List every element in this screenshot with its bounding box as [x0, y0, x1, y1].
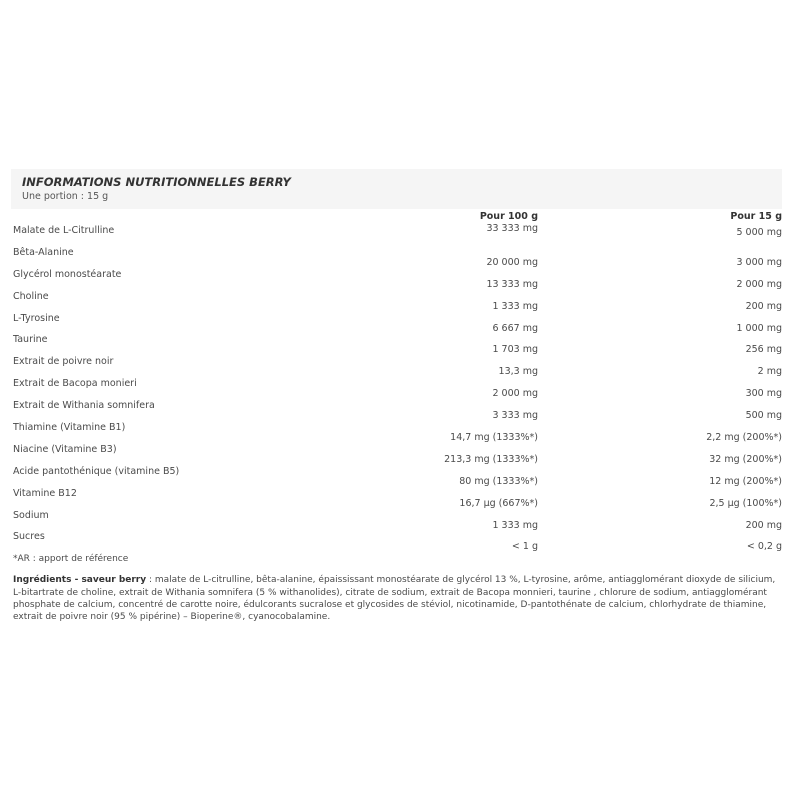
value-per-15g: 2 mg [757, 366, 782, 378]
nutrient-label: Extrait de Bacopa monieri [13, 378, 137, 390]
value-per-15g: 32 mg (200%*) [709, 453, 782, 465]
value-per-100g: 33 333 mg [486, 223, 538, 234]
value-per-100g: 16,7 µg (667%*) [459, 497, 538, 509]
table-row [11, 421, 782, 443]
table-row [11, 355, 782, 377]
value-per-100g: 1 333 mg [492, 519, 538, 531]
table-row [11, 443, 782, 465]
column-header-per-15g: Pour 15 g [730, 211, 782, 222]
value-per-100g: 6 667 mg [492, 322, 538, 334]
table-row [11, 487, 782, 509]
value-per-100g: 13,3 mg [498, 366, 538, 378]
value-per-100g: 20 000 mg [486, 256, 538, 268]
nutrient-label: Vitamine B12 [13, 487, 77, 499]
nutrient-label: Extrait de poivre noir [13, 356, 114, 368]
value-per-15g: 1 000 mg [736, 322, 782, 334]
table-row [11, 290, 782, 312]
nutrition-panel [11, 169, 782, 623]
value-per-100g: 1 333 mg [492, 300, 538, 312]
nutrient-label: Sodium [13, 509, 49, 521]
column-header-per-100g: Pour 100 g [479, 211, 538, 222]
value-per-100g: 1 703 mg [492, 344, 538, 356]
value-per-15g: 5 000 mg [736, 227, 782, 238]
value-per-100g: < 1 g [511, 541, 538, 553]
value-per-100g: 2 000 mg [492, 388, 538, 400]
nutrient-label: Niacine (Vitamine B3) [13, 443, 117, 455]
value-per-15g: 200 mg [745, 519, 782, 531]
table-row [11, 509, 782, 531]
value-per-15g: 12 mg (200%*) [709, 475, 782, 487]
portion-size: Une portion : 15 g [22, 191, 109, 202]
nutrition-title: INFORMATIONS NUTRITIONNELLES BERRY [22, 175, 291, 189]
value-per-100g: 3 333 mg [492, 410, 538, 422]
value-per-15g: 500 mg [745, 410, 782, 422]
nutrient-label: Thiamine (Vitamine B1) [13, 422, 126, 434]
nutrient-label: Glycérol monostéarate [13, 268, 122, 280]
value-per-100g: 213,3 mg (1333%*) [444, 453, 538, 465]
table-row [11, 224, 782, 246]
value-per-15g: 300 mg [745, 388, 782, 400]
value-per-15g: 2,5 µg (100%*) [709, 497, 782, 509]
ingredients-heading: Ingrédients - saveur berry [13, 575, 147, 586]
table-row [11, 465, 782, 487]
table-row [11, 399, 782, 421]
nutrient-label: Acide pantothénique (vitamine B5) [13, 465, 180, 477]
table-row [11, 246, 782, 268]
table-row [11, 377, 782, 399]
nutrient-label: L-Tyrosine [13, 312, 60, 324]
nutrient-label: Sucres [13, 531, 45, 543]
table-row [11, 333, 782, 355]
nutrient-label: Malate de L-Citrulline [13, 225, 115, 236]
nutrition-table [11, 224, 782, 552]
value-per-15g: 200 mg [745, 300, 782, 312]
value-per-15g: 256 mg [745, 344, 782, 356]
table-row [11, 530, 782, 552]
column-headers [11, 209, 782, 224]
value-per-15g: 3 000 mg [736, 256, 782, 268]
value-per-15g: 2 000 mg [736, 278, 782, 290]
value-per-100g: 14,7 mg (1333%*) [450, 432, 538, 444]
ingredients-list: : malate de L-citrulline, bêta-alanine, épaississant monostéarate de glycérol 13 %, L-tyrosine, arôme, antiagglomérant dioxyde de silicium, L-bitartrate de choline, extrait de Withania somnifera (5 % withanolides), citrate de sodium, extrait de Bacopa monnieri, taurine , chlorure de sodium, antiagglomérant phosphate de calcium, concentré de carotte noire, édulcorants sucralose et glycosides de stéviol, nicotinamide, D-pantothénate de calcium, chlorhydrate de thiamine, extrait de poivre noir (95 % pipérine) – Bioperine®, cyanocobalamine. [13, 575, 776, 622]
table-row [11, 312, 782, 334]
value-per-15g: 2,2 mg (200%*) [706, 432, 782, 444]
reference-footnote: *AR : apport de référence [13, 554, 129, 565]
value-per-100g: 80 mg (1333%*) [459, 475, 538, 487]
value-per-100g: 13 333 mg [486, 278, 538, 290]
nutrient-label: Extrait de Withania somnifera [13, 400, 155, 412]
nutrient-label: Bêta-Alanine [13, 246, 74, 258]
nutrient-label: Choline [13, 290, 49, 302]
ingredients-paragraph [11, 574, 778, 623]
nutrient-label: Taurine [13, 334, 48, 346]
table-row [11, 268, 782, 290]
nutrition-header [11, 169, 782, 209]
value-per-15g: < 0,2 g [746, 541, 782, 553]
